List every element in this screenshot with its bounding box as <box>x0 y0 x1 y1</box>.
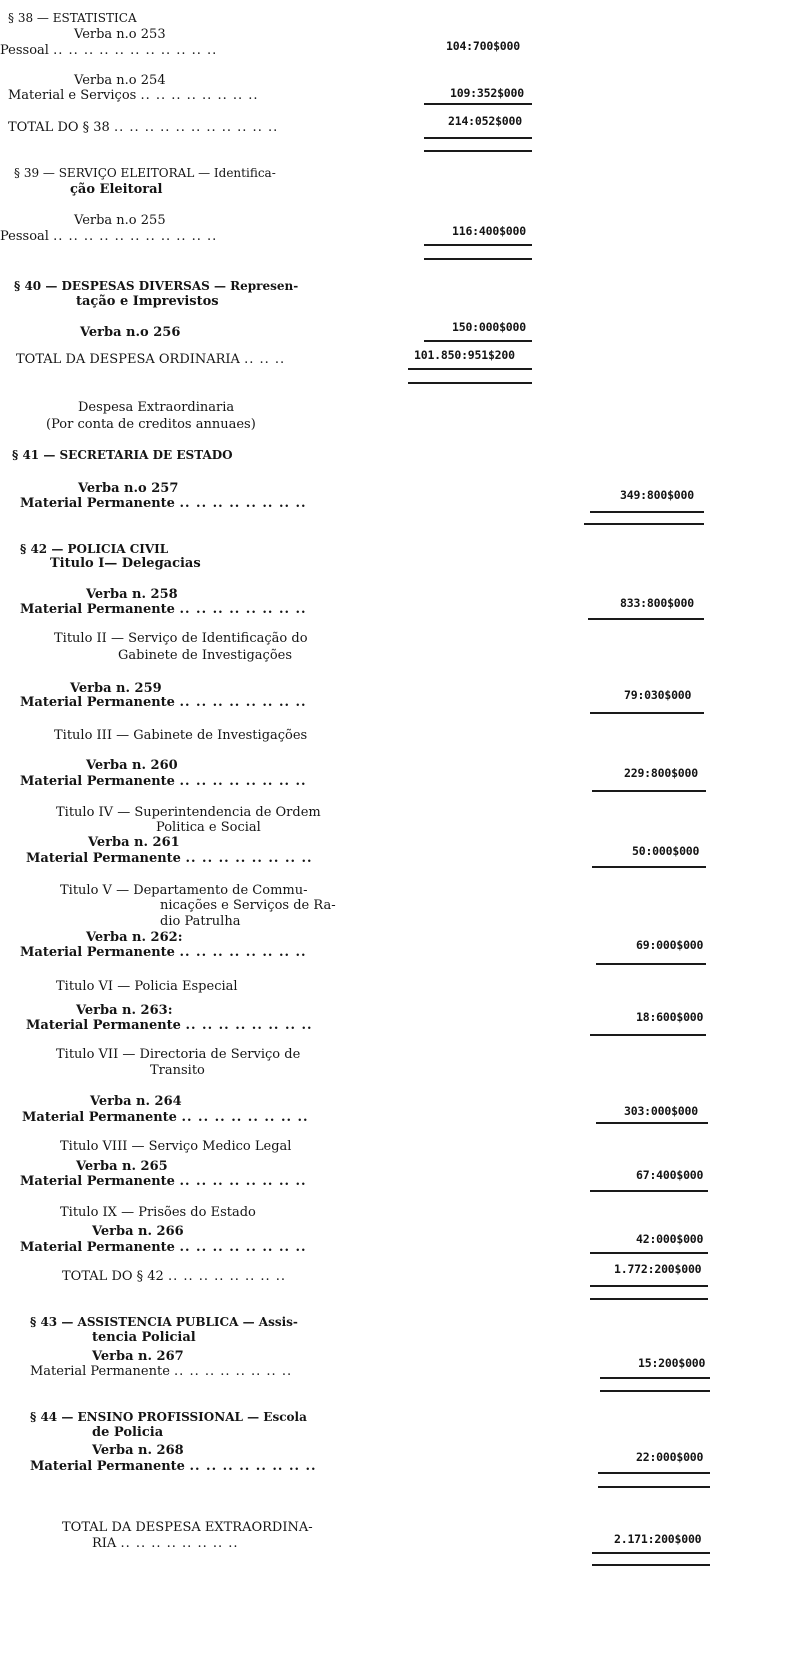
amount-verba-259: 79:030$000 <box>624 688 692 702</box>
total-ordinaria-amount: 101.850:951$200 <box>414 348 515 362</box>
sum-rule <box>592 866 706 868</box>
titulo-2-cont: Gabinete de Investigações <box>118 648 293 663</box>
sum-rule <box>596 963 706 965</box>
titulo-1: Titulo I— Delegacias <box>50 556 201 571</box>
material-permanente-label: Material Permanente .. .. .. .. .. .. .. .. <box>30 1459 317 1474</box>
section-41-heading: § 41 — SECRETARIA DE ESTADO <box>12 448 233 462</box>
verba-253-label: Verba n.o 253 <box>74 27 166 42</box>
leader-dots: .. .. .. .. .. .. .. .. <box>120 1536 239 1551</box>
total-extra-label-cont: RIA .. .. .. .. .. .. .. .. <box>92 1536 239 1551</box>
total-ordinaria-label: TOTAL DA DESPESA ORDINARIA .. .. .. <box>16 352 286 367</box>
leader-dots: .. .. .. .. .. .. .. .. <box>179 496 307 511</box>
leader-dots: .. .. .. .. .. .. .. .. <box>179 1174 307 1189</box>
material-permanente-label: Material Permanente .. .. .. .. .. .. .. .. <box>26 1018 313 1033</box>
section-44-heading: § 44 — ENSINO PROFISSIONAL — Escola <box>30 1410 307 1424</box>
amount-verba-265: 67:400$000 <box>636 1168 704 1182</box>
verba-255-label: Verba n.o 255 <box>74 213 166 228</box>
section-43-heading: § 43 — ASSISTENCIA PUBLICA — Assis- <box>30 1315 298 1329</box>
titulo-5: Titulo V — Departamento de Commu- <box>60 883 308 898</box>
total-rule <box>408 368 532 370</box>
total-rule <box>590 1298 708 1300</box>
leader-dots: .. .. .. .. .. .. .. .. .. .. .. <box>53 229 218 244</box>
leader-dots: .. .. .. .. .. .. .. .. <box>181 1110 309 1125</box>
titulo-7-cont: Transito <box>150 1063 205 1078</box>
amount-verba-267: 15:200$000 <box>638 1356 706 1370</box>
titulo-8: Titulo VIII — Serviço Medico Legal <box>60 1139 292 1154</box>
amount-verba-266: 42:000$000 <box>636 1232 704 1246</box>
verba-259-label: Verba n. 259 <box>70 681 162 696</box>
material-permanente-label: Material Permanente .. .. .. .. .. .. .. .. <box>20 602 307 617</box>
leader-dots: .. .. .. .. .. .. .. .. <box>179 945 307 960</box>
total-38-amount: 214:052$000 <box>448 114 522 128</box>
total-42-amount: 1.772:200$000 <box>614 1262 702 1276</box>
total-rule <box>584 523 704 525</box>
total-38-label: TOTAL DO § 38 .. .. .. .. .. .. .. .. .. .. .. <box>8 120 279 135</box>
amount-verba-254: 109:352$000 <box>450 86 524 100</box>
material-permanente-label: Material Permanente .. .. .. .. .. .. .. .. <box>20 1240 307 1255</box>
sum-rule <box>590 1034 706 1036</box>
amount-verba-253: 104:700$000 <box>446 39 520 53</box>
verba-257-label: Verba n.o 257 <box>78 481 179 496</box>
verba-263-label: Verba n. 263: <box>76 1003 173 1018</box>
total-rule <box>590 511 704 513</box>
leader-dots: .. .. .. .. .. .. .. .. <box>179 602 307 617</box>
sum-rule <box>590 1190 708 1192</box>
total-rule <box>592 1564 710 1566</box>
total-rule <box>590 1285 708 1287</box>
leader-dots: .. .. .. .. .. .. .. .. <box>140 88 259 103</box>
extra-heading: Despesa Extraordinaria <box>78 400 235 415</box>
verba-261-label: Verba n. 261 <box>88 835 180 850</box>
leader-dots: .. .. .. .. .. .. .. .. <box>179 774 307 789</box>
leader-dots: .. .. .. .. .. .. .. .. <box>167 1269 287 1284</box>
sum-rule <box>590 1252 708 1254</box>
sum-rule <box>590 712 704 714</box>
verba-264-label: Verba n. 264 <box>90 1094 182 1109</box>
material-permanente-label: Material Permanente .. .. .. .. .. .. .. .. <box>20 774 307 789</box>
leader-dots: .. .. .. .. .. .. .. .. <box>185 1018 313 1033</box>
titulo-2: Titulo II — Serviço de Identificação do <box>54 631 308 646</box>
titulo-5-cont2: dio Patrulha <box>160 914 241 929</box>
amount-verba-262: 69:000$000 <box>636 938 704 952</box>
leader-dots: .. .. .. .. .. .. .. .. <box>179 695 307 710</box>
amount-verba-264: 303:000$000 <box>624 1104 698 1118</box>
sum-rule <box>588 618 704 620</box>
total-rule <box>598 1486 710 1488</box>
total-rule <box>408 382 532 384</box>
titulo-4-cont: Politica e Social <box>156 820 261 835</box>
total-extra-amount: 2.171:200$000 <box>614 1532 702 1546</box>
section-39-heading: § 39 — SERVIÇO ELEITORAL — Identifica- <box>14 166 276 180</box>
amount-verba-260: 229:800$000 <box>624 766 698 780</box>
leader-dots: .. .. .. .. .. .. .. .. <box>174 1364 293 1379</box>
total-rule <box>424 137 532 139</box>
material-permanente-label: Material Permanente .. .. .. .. .. .. .. .. <box>20 945 307 960</box>
material-permanente-label: Material Permanente .. .. .. .. .. .. .. .. <box>20 1174 307 1189</box>
leader-dots: .. .. .. .. .. .. .. .. <box>185 851 313 866</box>
leader-dots: .. .. .. .. .. .. .. .. .. .. .. <box>113 120 279 135</box>
verba-265-label: Verba n. 265 <box>76 1159 168 1174</box>
sum-rule <box>592 790 706 792</box>
leader-dots: .. .. .. .. .. .. .. .. .. .. .. <box>53 43 218 58</box>
material-permanente-label: Material Permanente .. .. .. .. .. .. .. .. <box>26 851 313 866</box>
extra-subheading: (Por conta de creditos annuaes) <box>46 417 256 432</box>
verba-258-label: Verba n. 258 <box>86 587 178 602</box>
total-rule <box>600 1377 710 1379</box>
section-40-heading-cont: tação e Imprevistos <box>76 294 219 309</box>
total-rule <box>424 244 532 246</box>
material-permanente-label: Material Permanente .. .. .. .. .. .. .. .. <box>20 496 307 511</box>
total-rule <box>424 150 532 152</box>
leader-dots: .. .. .. .. .. .. .. .. <box>179 1240 307 1255</box>
section-44-heading-cont: de Policia <box>92 1425 164 1440</box>
verba-262-label: Verba n. 262: <box>86 930 183 945</box>
verba-267-label: Verba n. 267 <box>92 1349 184 1364</box>
amount-verba-263: 18:600$000 <box>636 1010 704 1024</box>
titulo-4: Titulo IV — Superintendencia de Ordem <box>56 805 321 820</box>
leader-dots: .. .. .. <box>244 352 286 367</box>
material-permanente-label: Material Permanente .. .. .. .. .. .. .. .. <box>30 1364 293 1379</box>
total-rule <box>600 1390 710 1392</box>
material-servicos-label: Material e Serviços .. .. .. .. .. .. .. .. <box>8 88 259 103</box>
titulo-7: Titulo VII — Directoria de Serviço de <box>56 1047 301 1062</box>
amount-verba-255: 116:400$000 <box>452 224 526 238</box>
sum-rule <box>424 103 532 105</box>
titulo-3: Titulo III — Gabinete de Investigações <box>54 728 308 743</box>
sum-rule <box>596 1122 708 1124</box>
verba-268-label: Verba n. 268 <box>92 1443 184 1458</box>
pessoal-label: Pessoal .. .. .. .. .. .. .. .. .. .. .. <box>0 43 218 58</box>
material-permanente-label: Material Permanente .. .. .. .. .. .. .. .. <box>22 1110 309 1125</box>
titulo-6: Titulo VI — Policia Especial <box>56 979 238 994</box>
amount-verba-257: 349:800$000 <box>620 488 694 502</box>
total-42-label: TOTAL DO § 42 .. .. .. .. .. .. .. .. <box>62 1269 287 1284</box>
sum-rule <box>424 340 532 342</box>
total-rule <box>598 1472 710 1474</box>
section-40-heading: § 40 — DESPESAS DIVERSAS — Represen- <box>14 279 299 293</box>
titulo-5-cont: nicações e Serviços de Ra- <box>160 898 336 913</box>
verba-254-label: Verba n.o 254 <box>74 73 166 88</box>
total-extra-label: TOTAL DA DESPESA EXTRAORDINA- <box>62 1520 313 1535</box>
verba-260-label: Verba n. 260 <box>86 758 178 773</box>
material-permanente-label: Material Permanente .. .. .. .. .. .. .. .. <box>20 695 307 710</box>
section-43-heading-cont: tencia Policial <box>92 1330 196 1345</box>
amount-verba-258: 833:800$000 <box>620 596 694 610</box>
total-rule <box>592 1552 710 1554</box>
section-38-heading: § 38 — ESTATISTICA <box>8 11 137 25</box>
verba-256-label: Verba n.o 256 <box>80 325 181 340</box>
leader-dots: .. .. .. .. .. .. .. .. <box>189 1459 317 1474</box>
amount-verba-256: 150:000$000 <box>452 320 526 334</box>
amount-verba-268: 22:000$000 <box>636 1450 704 1464</box>
section-42-heading: § 42 — POLICIA CIVIL <box>20 542 169 556</box>
total-rule <box>424 258 532 260</box>
pessoal-label: Pessoal .. .. .. .. .. .. .. .. .. .. .. <box>0 229 218 244</box>
section-39-heading-cont: ção Eleitoral <box>70 182 163 197</box>
verba-266-label: Verba n. 266 <box>92 1224 184 1239</box>
amount-verba-261: 50:000$000 <box>632 844 700 858</box>
titulo-9: Titulo IX — Prisões do Estado <box>60 1205 256 1220</box>
